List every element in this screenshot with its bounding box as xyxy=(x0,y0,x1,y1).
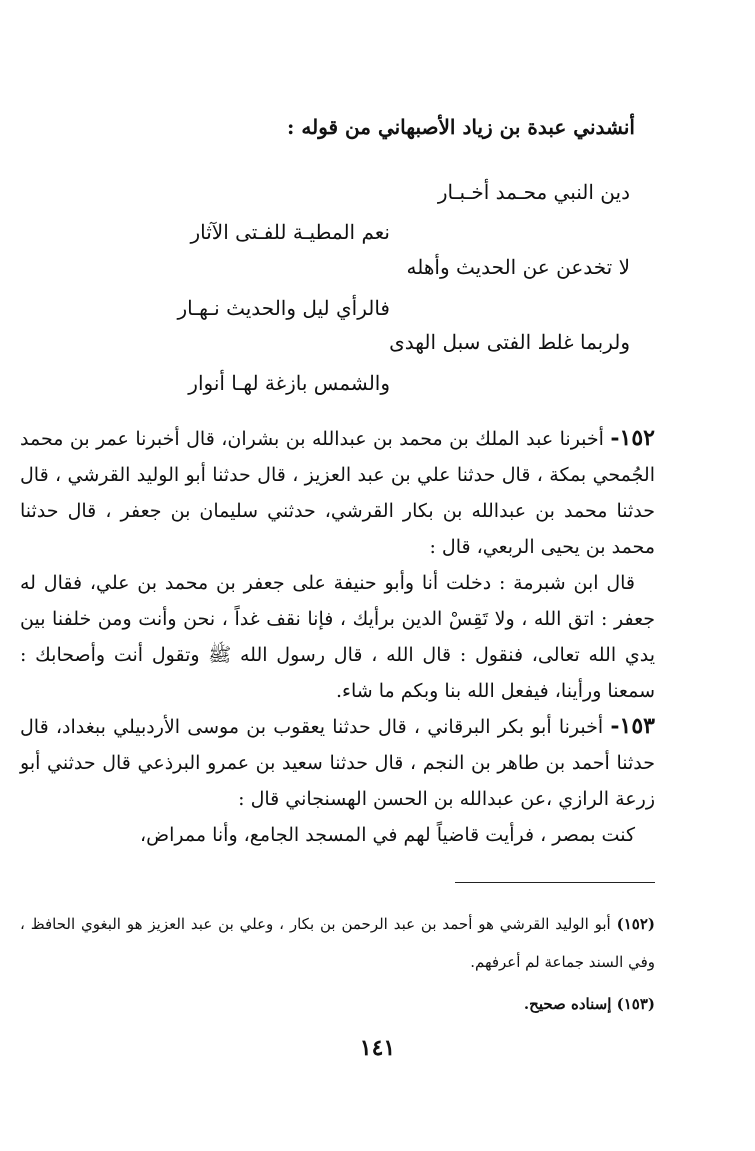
hadith-152-isnad: أخبرنا عبد الملك بن محمد بن عبدالله بن بشران، قال أخبرنا عمر بن محمد الجُمحي بمكة ، قال حدثنا علي بن عبد العزيز ، قال حدثنا أبو الوليد القرشي ، قال حدثنا محمد بن عبدالله بن بكار القرشي، حدثني سليمان بن جعفر ، قال حدثنا محمد بن يحيى الربعي، قال : xyxy=(20,428,655,558)
hadith-152-number: ١٥٢- xyxy=(610,425,655,451)
poem-verse-6: والشمس بازغة لهـا أنوار xyxy=(188,371,390,395)
poem-verse-4: فالرأي ليل والحديث نـهـار xyxy=(177,296,390,320)
hadith-153 xyxy=(20,708,655,853)
hadith-152-narration: قال ابن شبرمة : دخلت أنا وأبو حنيفة على جعفر بن محمد بن علي، فقال له جعفر : اتق الله ، ولا تَقِسْ الدين برأيك ، فإنا نقف غداً ، نحن وأنت ومن خلفنا بين يدي الله تعالى، فنقول : قال الله ، قال رسول الله ﷺ وتقول أنت وأصحابك : سمعنا ورأينا، فيفعل الله بنا وبكم ما شاء. xyxy=(20,572,655,702)
footnote-152-label: (١٥٢) xyxy=(616,915,655,933)
poem-intro: أنشدني عبدة بن زياد الأصبهاني من قوله : xyxy=(287,115,635,139)
footnote-153-label: (١٥٣) xyxy=(616,995,655,1013)
poem-verse-2: نعم المطيـة للفـتى الآثار xyxy=(190,220,390,244)
hadith-153-isnad: أخبرنا أبو بكر البرقاني ، قال حدثنا يعقوب بن موسى الأردبيلي ببغداد، قال حدثنا أحمد بن طاهر بن النجم ، قال حدثنا سعيد بن عمرو البرذعي قال حدثني أبو زرعة الرازي ،عن عبدالله بن الحسن الهسنجاني قال : xyxy=(20,716,655,810)
hadith-152 xyxy=(20,420,655,709)
poem-verse-1: دين النبي محـمد أخـبـار xyxy=(437,180,630,204)
hadith-153-narration: كنت بمصر ، فرأيت قاضياً لهم في المسجد الجامع، وأنا ممراض، xyxy=(140,824,635,846)
poem-verse-3: لا تخدعن عن الحديث وأهله xyxy=(406,255,630,279)
footnote-153 xyxy=(20,985,655,1023)
hadith-153-number: ١٥٣- xyxy=(610,713,655,739)
footnote-divider xyxy=(455,882,655,883)
page-number: ١٤١ xyxy=(359,1035,396,1061)
footnote-152 xyxy=(20,905,655,981)
poem-verse-5: ولربما غلط الفتى سبل الهدى xyxy=(389,330,630,354)
footnote-152-text: أبو الوليد القرشي هو أحمد بن عبد الرحمن بن بكار ، وعلي بن عبد العزيز هو البغوي الحافظ ، وفي السند جماعة لم أعرفهم. xyxy=(20,915,655,971)
footnote-153-text: إسناده صحيح. xyxy=(523,995,612,1013)
